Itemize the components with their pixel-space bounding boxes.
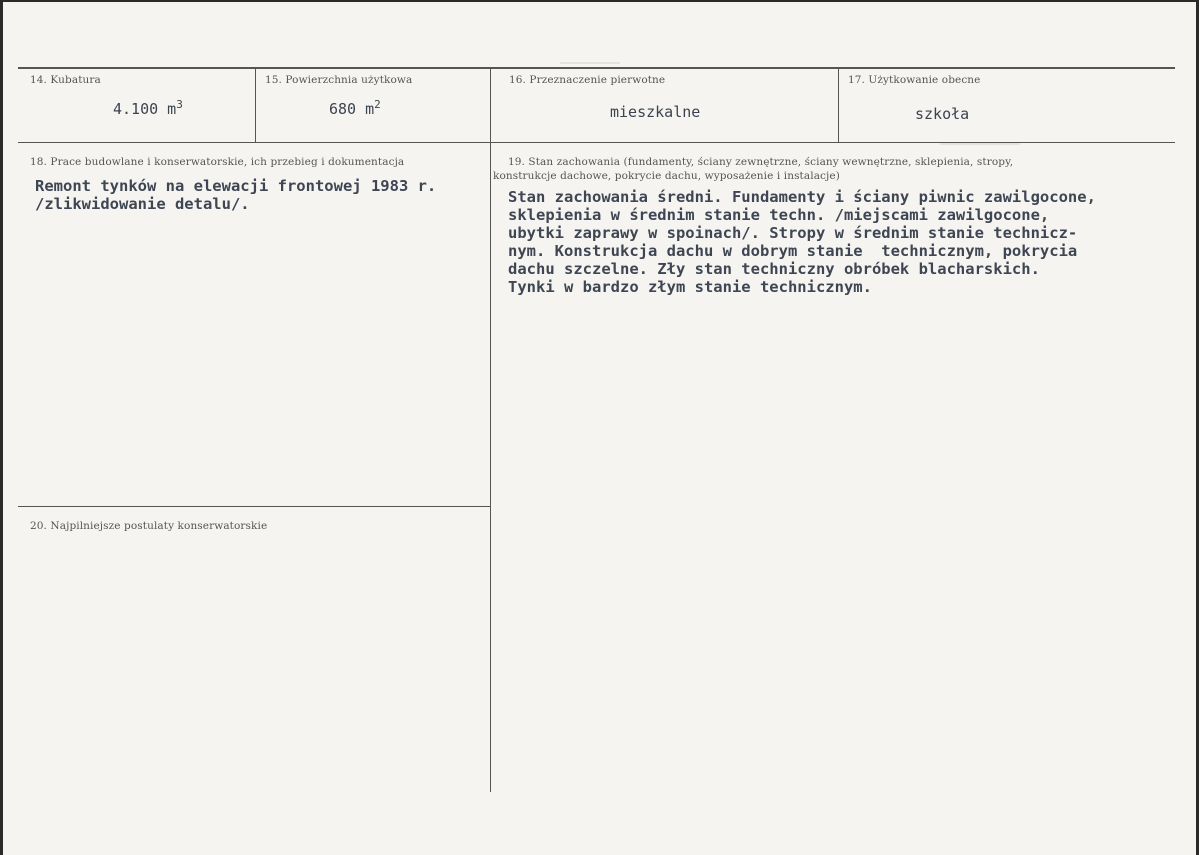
bleed-mark (560, 62, 620, 64)
row-divider-2 (18, 506, 490, 507)
top-rule (18, 67, 1175, 69)
stan-line: nym. Konstrukcja dachu w dobrym stanie technicznym, pokrycia (508, 242, 1078, 260)
stan-line: ubytki zaprawy w spoinach/. Stropy w średnim stanie technicz- (508, 224, 1078, 242)
stan-line: Tynki w bardzo złym stanie technicznym. (508, 278, 872, 296)
powierzchnia-number: 680 m (329, 100, 375, 118)
prace-line: /zlikwidowanie detalu/. (35, 195, 250, 213)
col-divider-main (490, 68, 491, 792)
kubatura-value (113, 100, 183, 118)
card-edge-top (0, 0, 1199, 2)
kubatura-label: 14. Kubatura (30, 74, 101, 86)
uzytkowanie-label: 17. Użytkowanie obecne (848, 74, 981, 86)
col-divider-3 (838, 68, 839, 142)
przeznaczenie-label: 16. Przeznaczenie pierwotne (509, 74, 666, 86)
prace-line: Remont tynków na elewacji frontowej 1983 r. (35, 177, 437, 195)
stan-line: sklepienia w średnim stanie techn. /miejscami zawilgocone, (508, 206, 1050, 224)
stan-line: dachu szczelne. Zły stan techniczny obróbek blacharskich. (508, 260, 1040, 278)
postulaty-label: 20. Najpilniejsze postulaty konserwatorskie (30, 520, 268, 532)
stan-label-line2: konstrukcje dachowe, pokrycie dachu, wyposażenie i instalacje) (493, 170, 840, 182)
card-edge-left (0, 0, 3, 855)
przeznaczenie-value: mieszkalne (610, 103, 701, 121)
prace-label: 18. Prace budowlane i konserwatorskie, ich przebieg i dokumentacja (30, 156, 405, 168)
stan-line: Stan zachowania średni. Fundamenty i ściany piwnic zawilgocone, (508, 188, 1096, 206)
kubatura-number: 4.100 m (113, 100, 177, 118)
powierzchnia-value (329, 100, 381, 118)
bleed-mark (940, 143, 1020, 145)
uzytkowanie-value: szkoła (915, 105, 970, 123)
col-divider-1 (255, 68, 256, 142)
powierzchnia-label: 15. Powierzchnia użytkowa (265, 74, 413, 86)
stan-label-line1: 19. Stan zachowania (fundamenty, ściany zewnętrzne, ściany wewnętrzne, sklepienia, stropy, (508, 156, 1014, 168)
kubatura-exponent: 3 (176, 98, 183, 111)
powierzchnia-exponent: 2 (374, 98, 381, 111)
